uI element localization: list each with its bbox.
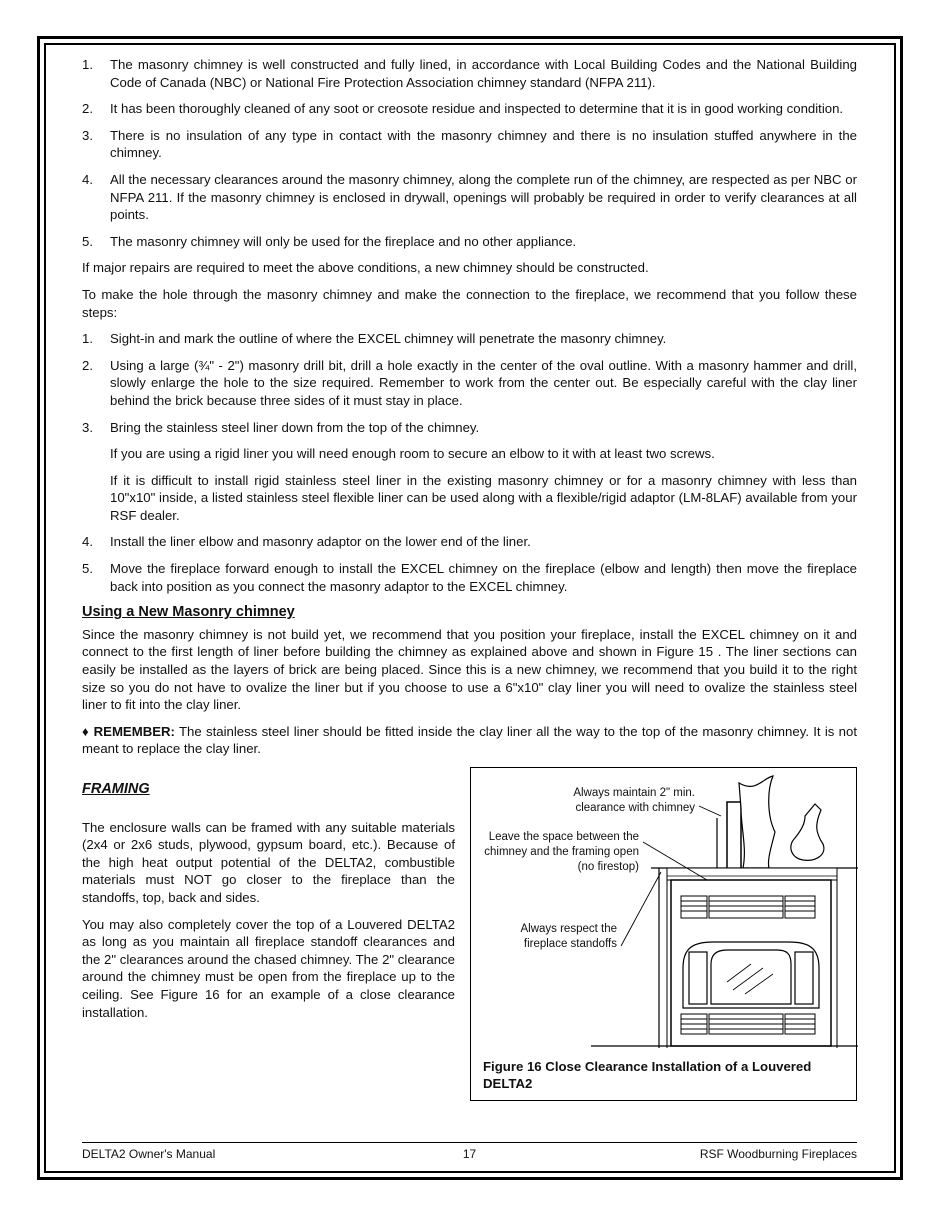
- list-item: 1. The masonry chimney is well constructed and fully lined, in accordance with Local Building Codes and the National Building Code of Canada (NBC) or National Fire Protection Association chimney standard (NFPA 211).: [82, 57, 857, 90]
- rigid-liner-note: If you are using a rigid liner you will need enough room to secure an elbow to it with at least two screws.: [110, 446, 715, 462]
- bottom-louvers: [681, 1014, 815, 1034]
- list-item: 3. Bring the stainless steel liner down from the top of the chimney.: [82, 419, 480, 435]
- remember-text: The stainless steel liner should be fitted inside the clay liner all the way to the top of the masonry chimney. It is not meant to replace the clay liner.: [82, 723, 858, 757]
- small-vase-shape: [791, 804, 824, 860]
- chimney-pipe: [727, 802, 741, 876]
- figure-16: [470, 767, 857, 1101]
- framing-text-column: [82, 767, 455, 1030]
- flexible-liner-note: If it is difficult to install rigid stainless steel liner in the existing masonry chimney or for a masonry chimney with less than 10"x10" inside, a listed stainless steel flexible liner can be used along with a flexible/rigid adaptor (LM-8LAF) available from your RSF dealer.: [110, 472, 857, 523]
- list-item: 2. Using a large (¾" - 2") masonry drill bit, drill a hole exactly in the center of the oval outline. With a masonry hammer and drill, slowly enlarge the hole to the size required. Remember to work from the center out. Be especially careful with the clay liner behind the brick because three sides of it must stay in place.: [82, 357, 857, 408]
- steps-list: [82, 330, 857, 595]
- footer-manual-title: DELTA2 Owner's Manual: [82, 1147, 216, 1161]
- repairs-paragraph: If major repairs are required to meet the above conditions, a new chimney should be constructed.: [82, 260, 649, 276]
- figure-caption: Figure 16 Close Clearance Installation of a Louvered DELTA2: [483, 1059, 812, 1091]
- new-masonry-paragraph: Since the masonry chimney is not build yet, we recommend that you position your fireplace, install the EXCEL chimney on it and connect to the first length of liner before building the chimney as explained above and shown in Figure 15 . The liner sections can easily be installed as the layers of brick are being placed. Since this is a new chimney, we recommend that you build it to the right size so you do not have to ovalize the liner but if you choose to use a 6"x10" clay liner you will need to ovalize the stainless steel liner to fit into the clay liner.: [82, 626, 857, 713]
- page-footer: [82, 1142, 857, 1164]
- section-heading-framing: FRAMING: [82, 781, 150, 797]
- framing-paragraph-2: You may also completely cover the top of a Louvered DELTA2 as long as you maintain all fireplace standoff clearances and the 2" clearances around the chased chimney. The 2" clearance around the chimney must be open from the fireplace up to the ceiling. See Figure 16 for an example of a close clearance installation.: [82, 916, 455, 1020]
- list-item: 5. The masonry chimney will only be used for the fireplace and no other appliance.: [82, 233, 577, 249]
- steps-intro-paragraph: To make the hole through the masonry chimney and make the connection to the fireplace, we recommend that you follow these steps:: [82, 286, 857, 320]
- page-content: [82, 56, 857, 1107]
- list-item: 3. There is no insulation of any type in contact with the masonry chimney and there is no insulation stuffed anywhere in the chimney.: [82, 127, 857, 161]
- list-item: 1. Sight-in and mark the outline of where the EXCEL chimney will penetrate the masonry chimney.: [82, 331, 667, 347]
- section-heading-new-masonry: Using a New Masonry chimney: [82, 604, 295, 621]
- framing-paragraph-1: The enclosure walls can be framed with any suitable materials (2x4 or 2x6 studs, plywood, gypsum board, etc.). Because of the high heat output potential of the DELTA2, combustible materials must NOT go closer to the fireplace than the standoffs, top, back and sides.: [82, 819, 455, 905]
- footer-company: RSF Woodburning Fireplaces: [699, 1147, 857, 1161]
- top-framing: [667, 868, 837, 880]
- list-item: 5. Move the fireplace forward enough to install the EXCEL chimney on the fireplace (elbow and length) then move the fireplace back into position as you connect the masonry adaptor to the EXCEL chimney.: [82, 561, 857, 594]
- list-item: 4. All the necessary clearances around the masonry chimney, along the complete run of the chimney, are respected as per NBC or NFPA 211. If the masonry chimney is enclosed in drywall, openings will probably be required in order to verify clearances at all points.: [82, 171, 857, 223]
- remember-label: ♦ REMEMBER:: [82, 723, 175, 739]
- fireplace-door: [683, 942, 819, 1008]
- list-item: 4. Install the liner elbow and masonry adaptor on the lower end of the liner.: [82, 534, 531, 550]
- remember-note: [82, 723, 857, 758]
- framing-space-label: Leave the space between the chimney and the framing open (no firestop): [484, 831, 639, 873]
- tall-vase-shape: [739, 776, 775, 868]
- framing-section: [82, 767, 857, 1107]
- top-louvers: [681, 896, 815, 918]
- conditions-list: [82, 56, 857, 250]
- standoffs-label: Always respect the fireplace standoffs: [520, 923, 617, 950]
- clearance-label: Always maintain 2" min. clearance with chimney: [573, 787, 695, 814]
- list-item: 2. It has been thoroughly cleaned of any soot or creosote residue and inspected to determine that it is in good working condition.: [82, 101, 844, 117]
- page-number: 17: [462, 1147, 477, 1161]
